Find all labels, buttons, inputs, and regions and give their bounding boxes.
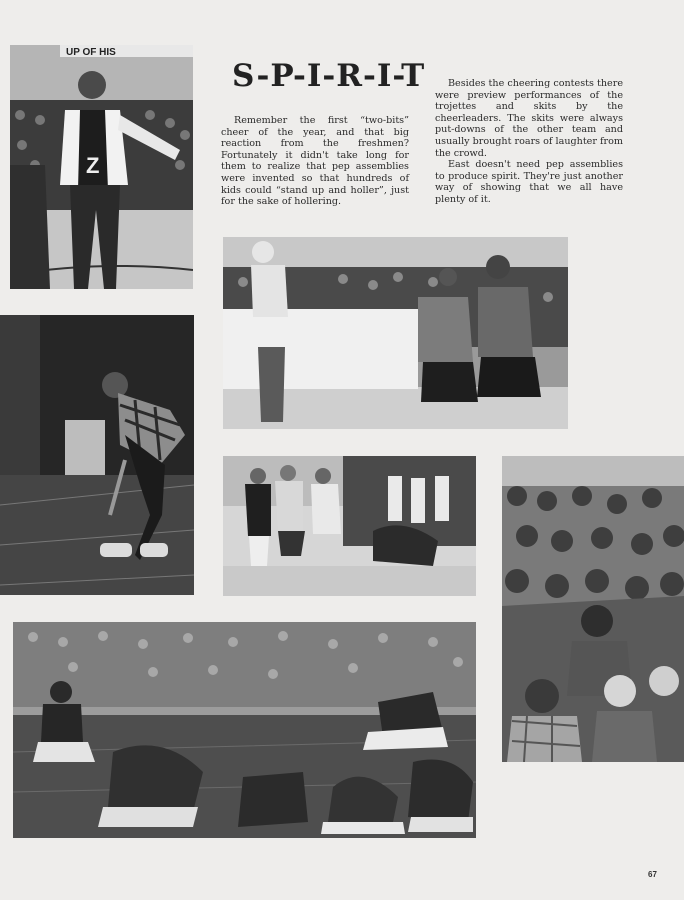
text-column-left [221,115,409,208]
paragraph: Besides the cheering contests there were preview performances of the trojettes and skits by the cheerleaders. The skits were always put-downs of the other team and usually brought roars of laughter from the crowd. [435,78,623,159]
photo-costumed-student-in-gym [10,45,193,289]
banner-text: UP OF HIS [66,47,116,58]
photo-student-in-plaid-costume [0,315,194,595]
photo-cheerleader-skit [223,456,476,596]
page-number: 67 [648,870,657,879]
photo-gym-floor-performance [13,622,476,838]
paragraph: Remember the first “two-bits” cheer of the year, and that big reaction from the freshmen? Fortunately it didn't take long for them to realize that pep assemblies were invented so that hundreds of kids could “stand up and holler”, just for the sake of hollering. [221,115,409,208]
text-column-right [435,78,623,206]
photo-crowd-in-bleachers [502,456,684,762]
paragraph: East doesn't need pep assemblies to produce spirit. They're just another way of showing that we all have plenty of it. [435,159,623,205]
photo-students-carrying-banner [223,237,568,429]
svg-text:Z: Z [86,153,100,178]
page-title: S-P-I-R-I-T [232,58,426,94]
